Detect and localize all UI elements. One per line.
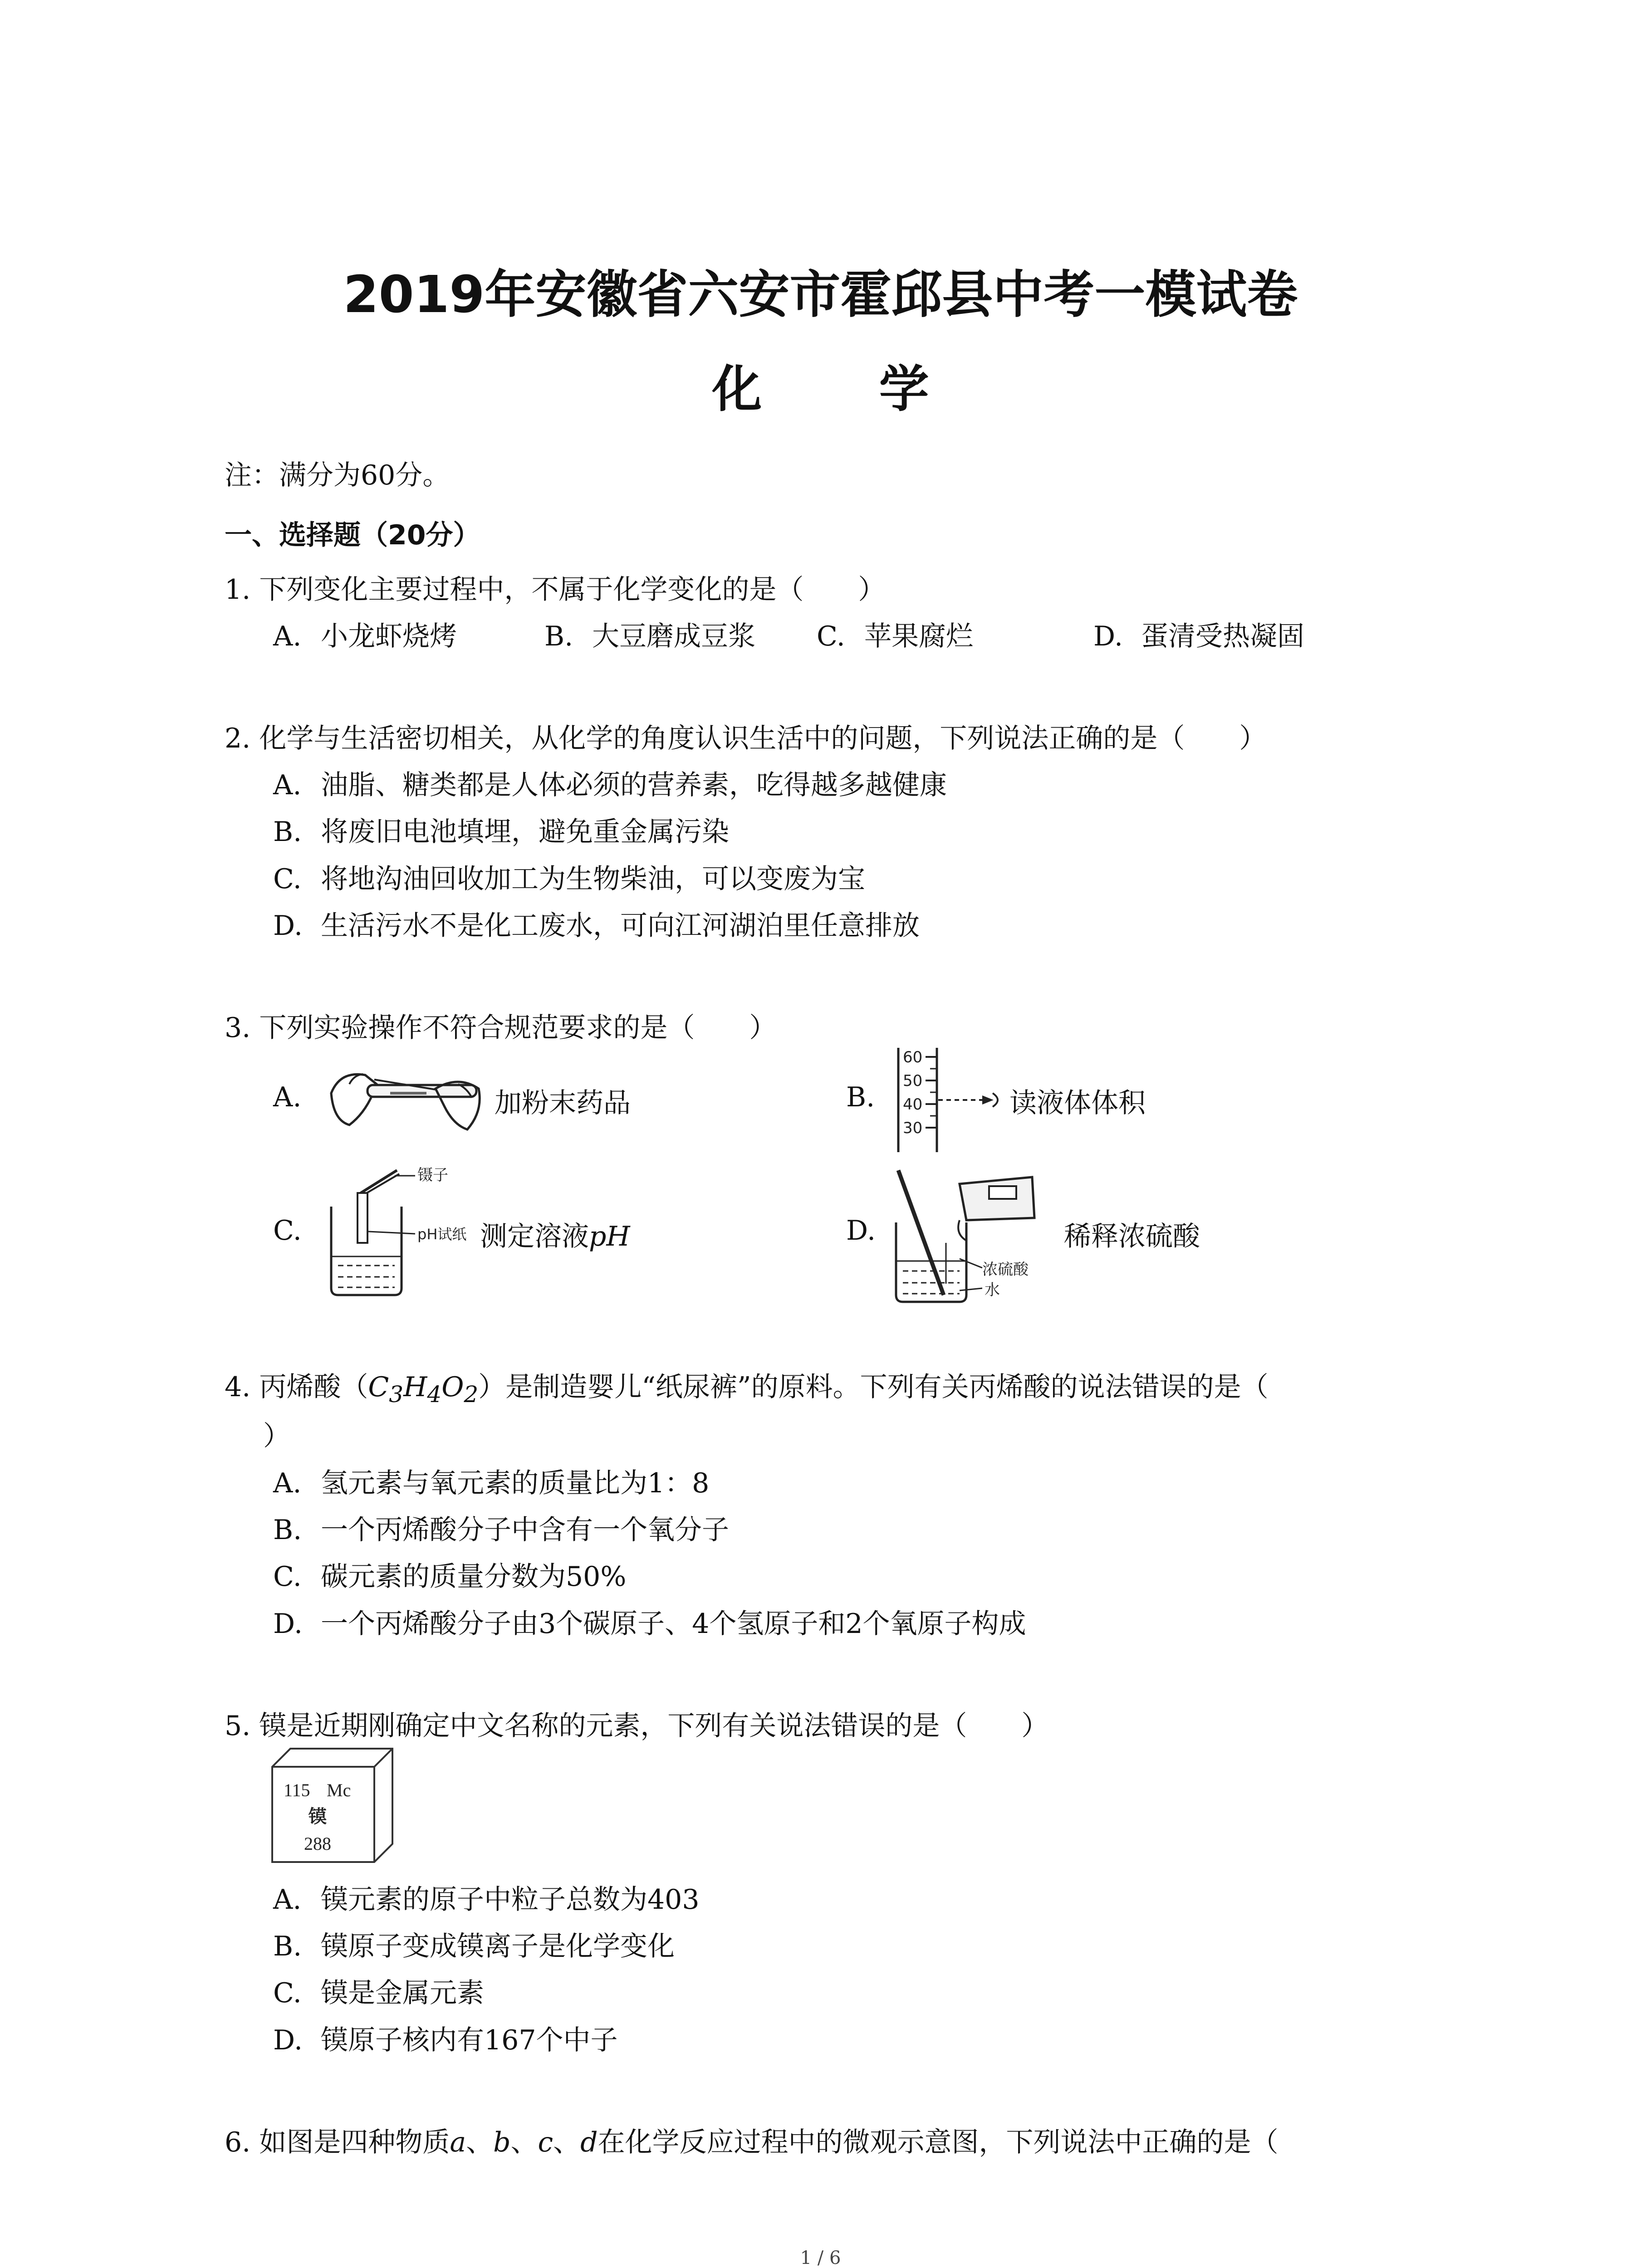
question-6-stem	[225, 2121, 1279, 2160]
formula-subscript: 4	[427, 1381, 442, 1408]
stem-text: 在化学反应过程中的微观示意图，下列说法中正确的是（	[598, 2126, 1279, 2158]
option-letter: D.	[273, 1608, 303, 1640]
q1-option-a	[273, 615, 457, 654]
substance-a: a	[450, 2126, 466, 2158]
tweezers-label: 镊子	[417, 1166, 448, 1184]
separator: 、	[553, 2126, 581, 2158]
option-letter: D.	[273, 2024, 303, 2056]
option-text: 一个丙烯酸分子由3个碳原子、4个氢原子和2个氧原子构成	[321, 1608, 1026, 1640]
atomic-mass: 288	[304, 1833, 331, 1854]
option-text: 一个丙烯酸分子中含有一个氧分子	[321, 1514, 729, 1546]
stem-text: 4. 丙烯酸（	[225, 1371, 368, 1403]
formula-part: C	[368, 1371, 389, 1403]
q3-option-a-text: 加粉末药品	[495, 1087, 631, 1119]
section-heading: 一、选择题（20分）	[225, 519, 480, 551]
option-letter: C.	[817, 621, 845, 652]
chemical-formula	[368, 1371, 479, 1408]
question-2-stem: 2. 化学与生活密切相关，从化学的角度认识生活中的问题，下列说法正确的是（ ）	[225, 723, 1267, 754]
stem-text: 6. 如图是四种物质	[225, 2126, 450, 2158]
option-text: 将地沟油回收加工为生物柴油，可以变废为宝	[321, 863, 865, 895]
option-text: 生活污水不是化工废水，可向江河湖泊里任意排放	[321, 910, 920, 942]
question-3-stem: 3. 下列实验操作不符合规范要求的是（ ）	[225, 1012, 777, 1044]
score-note: 注：满分为60分。	[225, 459, 450, 491]
q4-option-d	[273, 1602, 1026, 1641]
q3-option-c-letter: C.	[273, 1215, 302, 1246]
option-text: 大豆磨成豆浆	[592, 621, 755, 652]
question-4-stem	[225, 1365, 1269, 1408]
q3-option-b-letter: B.	[846, 1081, 875, 1113]
conc-acid-label: 浓硫酸	[982, 1261, 1029, 1279]
q5-option-b	[273, 1925, 675, 1964]
formula-subscript: 2	[464, 1381, 479, 1408]
option-text: 镆是金属元素	[321, 1977, 484, 2009]
powder-adding-illustration	[322, 1057, 490, 1143]
substance-b: b	[493, 2126, 511, 2158]
q5-option-a	[273, 1878, 700, 1917]
option-text: 苹果腐烂	[864, 621, 973, 652]
q3-option-a-letter: A.	[273, 1081, 302, 1113]
q2-option-b	[273, 810, 729, 849]
element-symbol: Mc	[327, 1780, 351, 1800]
option-letter: B.	[273, 1514, 302, 1546]
tick-label: 40	[903, 1095, 923, 1114]
option-text: 测定溶液	[480, 1221, 589, 1252]
element-name: 镆	[309, 1806, 327, 1827]
option-letter: B.	[273, 1931, 302, 1962]
question-4-stem-line2: ）	[263, 1420, 290, 1452]
tick-label: 30	[903, 1119, 923, 1137]
option-text: 氢元素与氧元素的质量比为1：8	[321, 1467, 710, 1499]
ph-symbol: pH	[589, 1221, 630, 1252]
option-letter: A.	[273, 1884, 302, 1916]
option-text: 镆原子变成镆离子是化学变化	[321, 1931, 675, 1962]
option-letter: A.	[273, 621, 302, 652]
formula-part: O	[441, 1371, 464, 1403]
ph-paper-label: pH试纸	[417, 1226, 467, 1243]
separator: 、	[466, 2126, 494, 2158]
water-label: 水	[985, 1281, 1000, 1299]
option-letter: C.	[273, 863, 302, 895]
q2-option-c	[273, 857, 865, 896]
q3-option-b-text: 读液体体积	[1009, 1087, 1146, 1119]
q1-option-d	[1093, 615, 1304, 654]
q3-option-c-text	[480, 1215, 630, 1254]
separator: 、	[510, 2126, 538, 2158]
substance-d: d	[580, 2126, 598, 2158]
substance-c: c	[538, 2126, 554, 2158]
exam-title: 2019年安徽省六安市霍邱县中考一模试卷	[343, 265, 1298, 324]
option-letter: B.	[273, 816, 302, 848]
tick-label: 60	[903, 1048, 923, 1066]
q5-option-d	[273, 2019, 618, 2058]
ph-test-illustration	[327, 1166, 481, 1297]
page-number: 1 / 6	[800, 2248, 841, 2268]
option-letter: A.	[273, 1467, 302, 1499]
element-card-illustration	[270, 1746, 397, 1864]
option-letter: C.	[273, 1977, 302, 2009]
option-text: 镆元素的原子中粒子总数为403	[321, 1884, 700, 1916]
dilute-acid-illustration	[892, 1166, 1059, 1306]
q5-option-c	[273, 1971, 484, 2010]
q4-option-a	[273, 1461, 709, 1501]
option-letter: D.	[1093, 621, 1123, 652]
q3-option-d-text: 稀释浓硫酸	[1064, 1221, 1200, 1252]
option-text: 碳元素的质量分数为50%	[321, 1561, 627, 1593]
option-letter: A.	[273, 769, 302, 801]
option-text: 镆原子核内有167个中子	[321, 2024, 618, 2056]
graduated-cylinder-illustration	[889, 1043, 1007, 1157]
subject-title: 化 学	[712, 360, 979, 418]
tick-label: 50	[903, 1072, 923, 1090]
option-text: 蛋清受热凝固	[1141, 621, 1304, 652]
q2-option-a	[273, 763, 947, 802]
q1-option-b	[544, 615, 755, 654]
formula-part: H	[403, 1371, 427, 1403]
formula-subscript: 3	[389, 1381, 404, 1408]
option-letter: D.	[273, 910, 303, 942]
q4-option-b	[273, 1508, 729, 1547]
option-text: 将废旧电池填埋，避免重金属污染	[321, 816, 729, 848]
option-letter: C.	[273, 1561, 302, 1593]
q3-option-d-letter: D.	[846, 1215, 876, 1246]
option-letter: B.	[544, 621, 573, 652]
question-5-stem: 5. 镆是近期刚确定中文名称的元素，下列有关说法错误的是（ ）	[225, 1710, 1049, 1742]
q1-option-c	[817, 615, 973, 654]
question-1-stem: 1. 下列变化主要过程中，不属于化学变化的是（ ）	[225, 574, 886, 606]
option-text: 油脂、糖类都是人体必须的营养素，吃得越多越健康	[321, 769, 947, 801]
atomic-number: 115	[284, 1780, 310, 1800]
q4-option-c	[273, 1555, 626, 1594]
stem-text: ）是制造婴儿“纸尿裤”的原料。下列有关丙烯酸的说法错误的是（	[478, 1371, 1269, 1403]
q2-option-d	[273, 904, 920, 943]
option-text: 小龙虾烧烤	[321, 621, 457, 652]
